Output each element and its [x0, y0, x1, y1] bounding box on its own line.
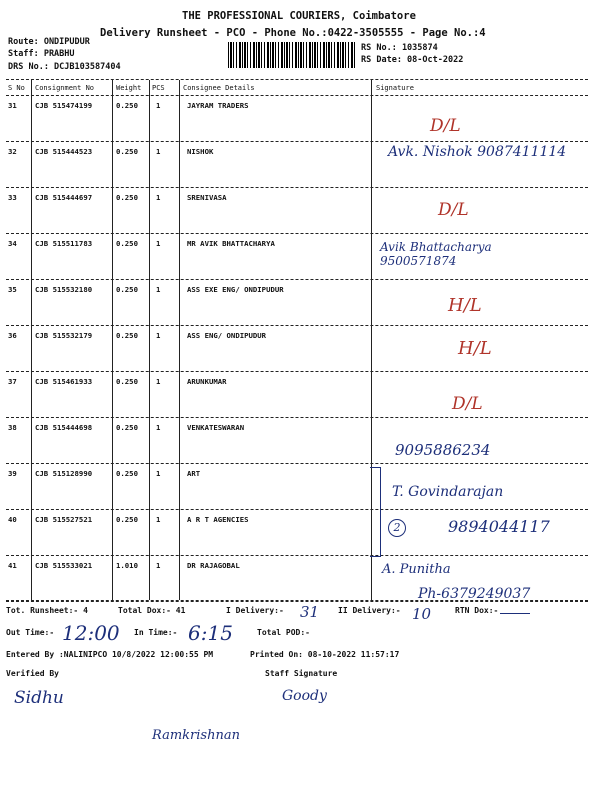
col-consignment: Consignment No: [35, 84, 95, 92]
row-sno: 40: [8, 515, 17, 524]
runsheet-title: Delivery Runsheet - PCO - Phone No.:0422-3505555 - Page No.:4: [100, 27, 486, 39]
row-consignee: NISHOK: [187, 147, 214, 156]
tot-runsheet: Tot. Runsheet:- 4: [6, 606, 88, 615]
company-title: THE PROFESSIONAL COURIERS, Coimbatore: [182, 10, 416, 22]
row-consignment-no: CJB 515461933: [35, 377, 93, 386]
row-divider: [6, 187, 588, 188]
rtn-dash: [500, 613, 530, 614]
signature-row-31: D/L: [430, 116, 461, 136]
signature-row-33: D/L: [438, 200, 469, 220]
signature-row-40: 9894044117: [448, 517, 550, 536]
bracket-mark: [370, 467, 381, 557]
row-sno: 32: [8, 147, 17, 156]
out-time-label: Out Time:-: [6, 628, 55, 637]
entered-by: Entered By :NALINIPCO 10/8/2022 12:00:55 PM: [6, 650, 214, 659]
row-weight: 0.250: [116, 193, 138, 202]
row-consignment-no: CJB 515532179: [35, 331, 93, 340]
row-weight: 0.250: [116, 331, 138, 340]
row-divider: [6, 463, 588, 464]
row-consignment-no: CJB 515532180: [35, 285, 93, 294]
row-consignee: ART: [187, 469, 201, 478]
total-pod: Total POD:-: [257, 628, 310, 637]
row-sno: 33: [8, 193, 17, 202]
row-divider: [6, 325, 588, 326]
divider: [6, 600, 588, 601]
row-consignment-no: CJB 515444698: [35, 423, 93, 432]
row-weight: 0.250: [116, 469, 138, 478]
printed-on: Printed On: 08-10-2022 11:57:17: [250, 650, 400, 659]
signature-row-32: Avk. Nishok 9087411114: [388, 144, 567, 160]
signature-row-41-phone: Ph-6379249037: [418, 586, 531, 602]
route-label: Route: ONDIPUDUR: [8, 37, 90, 47]
row-consignment-no: CJB 515527521: [35, 515, 93, 524]
col-signature: Signature: [376, 84, 414, 92]
ii-delivery-label: II Delivery:-: [338, 606, 401, 615]
row-consignment-no: CJB 515444523: [35, 147, 93, 156]
row-sno: 38: [8, 423, 17, 432]
total-dox: Total Dox:- 41: [118, 606, 186, 615]
column-rule: [149, 80, 150, 600]
row-divider: [6, 141, 588, 142]
row-consignment-no: CJB 515511783: [35, 239, 93, 248]
row-consignee: MR AVIK BHATTACHARYA: [187, 239, 275, 248]
column-rule: [112, 80, 113, 600]
in-time-label: In Time:-: [134, 628, 178, 637]
row-consignment-no: CJB 515533021: [35, 561, 93, 570]
row-pcs: 1: [156, 469, 161, 478]
col-consignee: Consignee Details: [183, 84, 255, 92]
row-sno: 41: [8, 561, 17, 570]
row-divider: [6, 555, 588, 556]
signature-row-34: Avik Bhattacharya 9500571874: [380, 240, 492, 268]
bottom-signature: Ramkrishnan: [152, 728, 240, 743]
signature-row-38: 9095886234: [395, 441, 491, 459]
row-weight: 0.250: [116, 239, 138, 248]
signature-row-39: T. Govindarajan: [392, 484, 504, 500]
divider: [6, 95, 588, 96]
row-sno: 35: [8, 285, 17, 294]
row-pcs: 1: [156, 377, 161, 386]
row-consignee: DR RAJAGOBAL: [187, 561, 240, 570]
row-consignee: ASS EXE ENG/ ONDIPUDUR: [187, 285, 284, 294]
col-weight: Weight: [116, 84, 142, 92]
rs-number: RS No.: 1035874: [361, 43, 438, 53]
row-pcs: 1: [156, 193, 161, 202]
row-weight: 0.250: [116, 147, 138, 156]
row-pcs: 1: [156, 147, 161, 156]
row-weight: 0.250: [116, 377, 138, 386]
row-pcs: 1: [156, 515, 161, 524]
row-consignee: VENKATESWARAN: [187, 423, 245, 432]
staff-signature-label: Staff Signature: [265, 669, 338, 678]
row-consignee: A R T AGENCIES: [187, 515, 249, 524]
column-rule: [31, 80, 32, 600]
row-divider: [6, 233, 588, 234]
row-pcs: 1: [156, 239, 161, 248]
row-pcs: 1: [156, 561, 161, 570]
drs-number: DRS No.: DCJB103587404: [8, 62, 121, 72]
row-consignee: ARUNKUMAR: [187, 377, 227, 386]
row-divider: [6, 417, 588, 418]
row-pcs: 1: [156, 423, 161, 432]
row-weight: 0.250: [116, 285, 138, 294]
row-pcs: 1: [156, 331, 161, 340]
verified-by-label: Verified By: [6, 669, 59, 678]
row-sno: 31: [8, 101, 17, 110]
signature-row-37: D/L: [452, 394, 483, 414]
row-consignee: SRENIVASA: [187, 193, 227, 202]
signature-row-36: H/L: [458, 338, 492, 359]
staff-handwritten-signature: Goody: [282, 688, 327, 704]
staff-label: Staff: PRABHU: [8, 49, 75, 59]
row-divider: [6, 509, 588, 510]
ii-delivery-value: 10: [412, 605, 432, 623]
row-consignment-no: CJB 515474199: [35, 101, 93, 110]
row-consignee: JAYRAM TRADERS: [187, 101, 249, 110]
rs-date: RS Date: 08-Oct-2022: [361, 55, 464, 65]
out-time-value: 12:00: [62, 621, 120, 645]
barcode: [228, 42, 356, 68]
i-delivery-label: I Delivery:-: [226, 606, 284, 615]
col-sno: S No: [8, 84, 25, 92]
row-sno: 39: [8, 469, 17, 478]
row-pcs: 1: [156, 285, 161, 294]
row-weight: 0.250: [116, 423, 138, 432]
divider: [6, 79, 588, 80]
row-weight: 0.250: [116, 515, 138, 524]
row-sno: 37: [8, 377, 17, 386]
i-delivery-value: 31: [300, 603, 320, 621]
col-pcs: PCS: [152, 84, 165, 92]
in-time-value: 6:15: [188, 621, 233, 645]
row-pcs: 1: [156, 101, 161, 110]
row-consignment-no: CJB 515444697: [35, 193, 93, 202]
rtn-dox: RTN Dox:-: [455, 606, 499, 615]
signature-row-41: A. Punitha: [382, 562, 451, 577]
row-sno: 36: [8, 331, 17, 340]
signature-row-35: H/L: [448, 295, 482, 316]
row-consignment-no: CJB 515128990: [35, 469, 93, 478]
row-weight: 1.010: [116, 561, 138, 570]
circled-mark: 2: [388, 519, 406, 537]
row-weight: 0.250: [116, 101, 138, 110]
row-consignee: ASS ENG/ ONDIPUDUR: [187, 331, 267, 340]
column-rule: [179, 80, 180, 600]
row-divider: [6, 371, 588, 372]
row-divider: [6, 279, 588, 280]
row-sno: 34: [8, 239, 17, 248]
verifier-signature: Sidhu: [14, 688, 64, 708]
